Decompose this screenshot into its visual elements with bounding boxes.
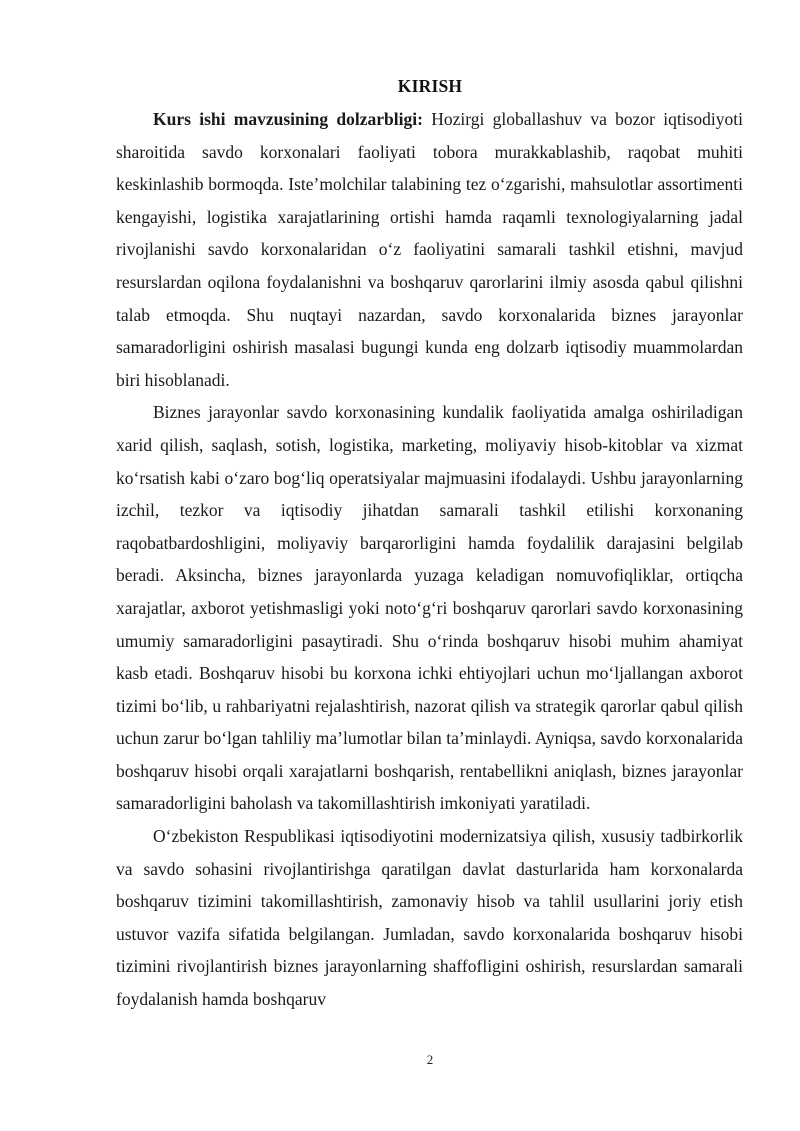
paragraph-1 bbox=[116, 103, 743, 396]
paragraph-text: Hozirgi globallashuv va bozor iqtisodiyoti sharoitida savdo korxonalari faoliyati tobora murakkablashib, raqobat muhiti keskinlashib bormoqda. Iste’molchilar talabining tez o‘zgarishi, mahsulotlar assortimenti kengayishi, logistika xarajatlarining ortishi hamda raqamli texnologiyalarning jadal rivojlanishi savdo korxonalaridan o‘z faoliyatini samarali tashkil etishni, mavjud resurslardan oqilona foydalanishni va boshqaruv qarorlarini ilmiy asosda qabul qilishni talab etmoqda. Shu nuqtayi nazardan, savdo korxonalarida biznes jarayonlar samaradorligini oshirish masalasi bugungi kunda eng dolzarb iqtisodiy muammolardan biri hisoblanadi. bbox=[116, 109, 743, 390]
paragraph-2 bbox=[116, 396, 743, 820]
page-number: 2 bbox=[426, 1052, 434, 1067]
paragraph-text: O‘zbekiston Respublikasi iqtisodiyotini modernizatsiya qilish, xususiy tadbirkorlik va savdo sohasini rivojlantirishga qaratilgan davlat dasturlarida ham korxonalarda boshqaruv tizimini takomillashtirish, zamonaviy hisob va tahlil usullarini joriy etish ustuvor vazifa sifatida belgilangan. Jumladan, savdo korxonalarida boshqaruv hisobi tizimini rivojlantirish biznes jarayonlarning shaffofligini oshirish, resurslardan samarali foydalanish hamda boshqaruv bbox=[116, 826, 743, 1010]
paragraph-3 bbox=[116, 820, 743, 1016]
body-text bbox=[116, 103, 743, 1016]
page-title: KIRISH bbox=[397, 76, 463, 96]
paragraph-lead: Kurs ishi mavzusining dolzarbligi: bbox=[153, 109, 423, 129]
paragraph-text: Biznes jarayonlar savdo korxonasining kundalik faoliyatida amalga oshiriladigan xarid qilish, saqlash, sotish, logistika, marketing, moliyaviy hisob-kitoblar va xizmat ko‘rsatish kabi o‘zaro bog‘liq operatsiyalar majmuasini ifodalaydi. Ushbu jarayonlarning izchil, tezkor va iqtisodiy jihatdan samarali tashkil etilishi korxonaning raqobatbardoshligini, moliyaviy barqarorligini hamda foydalilik darajasini belgilab beradi. Aksincha, biznes jarayonlarda yuzaga keladigan nomuvofiqliklar, ortiqcha xarajatlar, axborot yetishmasligi yoki noto‘g‘ri boshqaruv qarorlari savdo korxonasining umumiy samaradorligini pasaytiradi. Shu o‘rinda boshqaruv hisobi muhim ahamiyat kasb etadi. Boshqaruv hisobi bu korxona ichki ehtiyojlari uchun mo‘ljallangan axborot tizimi bo‘lib, u rahbariyatni rejalashtirish, nazorat qilish va strategik qarorlar qabul qilish uchun zarur bo‘lgan tahliliy ma’lumotlar bilan ta’minlaydi. Ayniqsa, savdo korxonalarida boshqaruv hisobi orqali xarajatlarni boshqarish, rentabellikni aniqlash, biznes jarayonlar samaradorligini baholash va takomillashtirish imkoniyati yaratiladi. bbox=[116, 402, 743, 814]
